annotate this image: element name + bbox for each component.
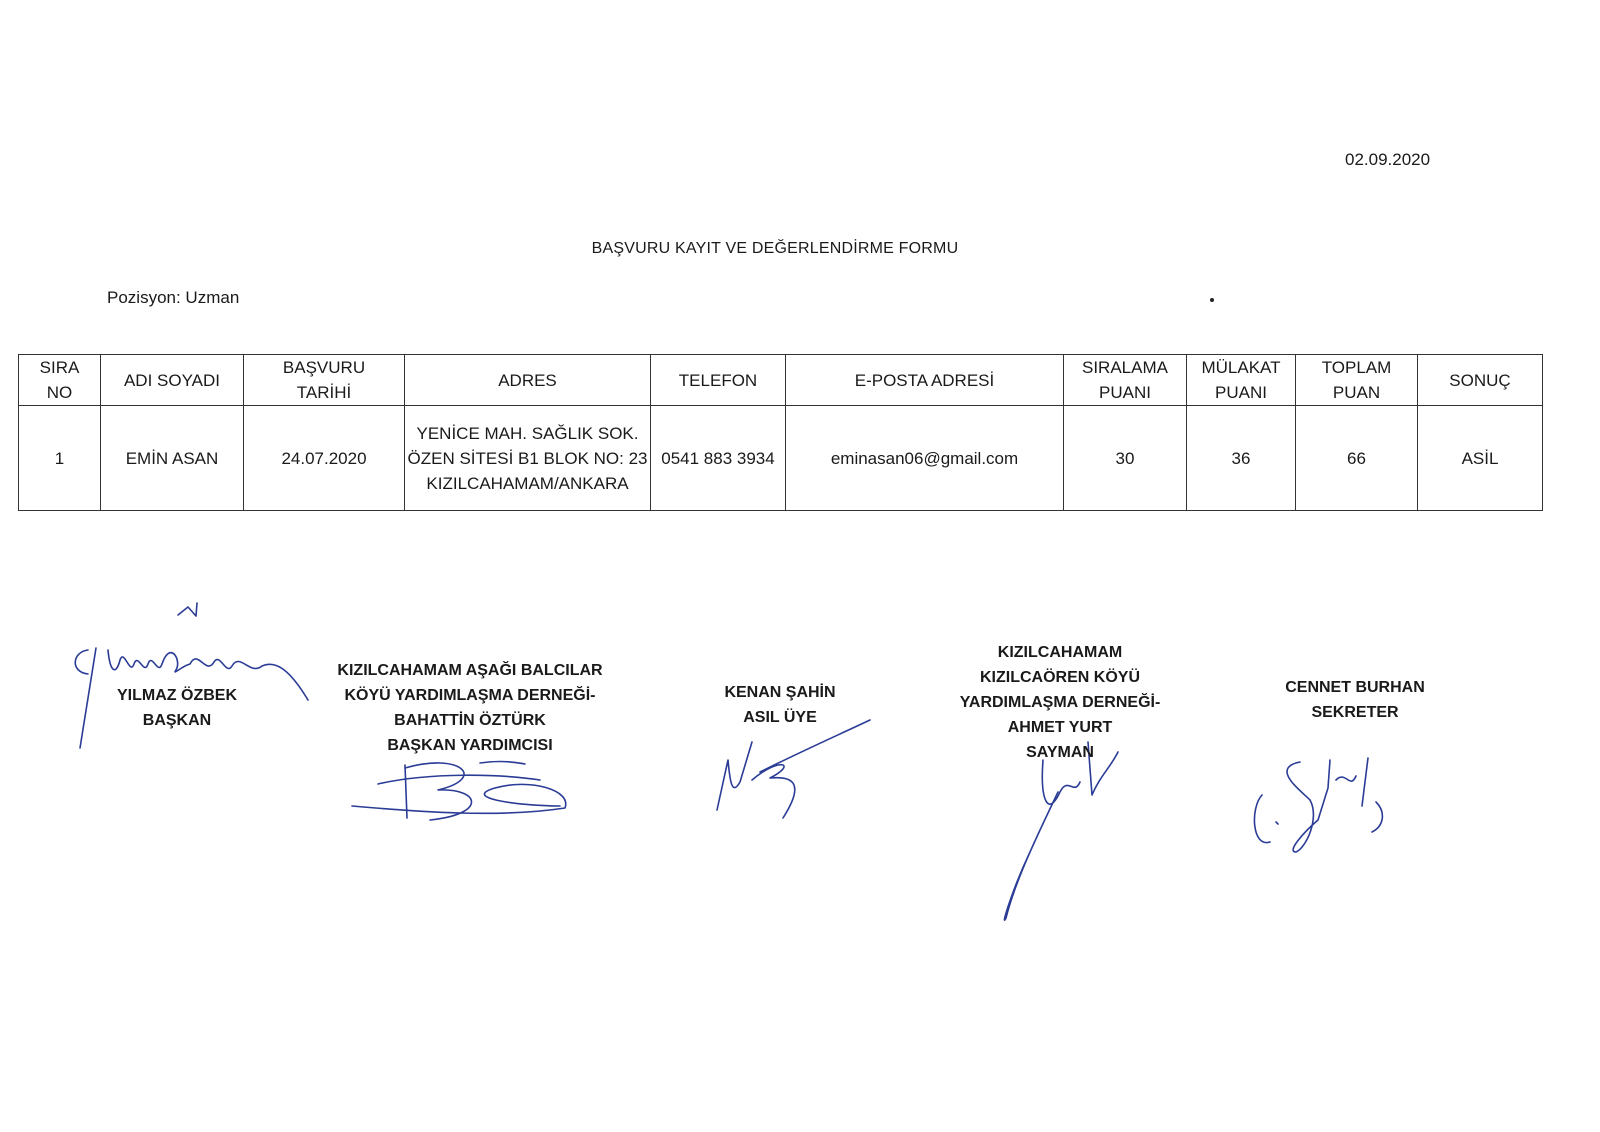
document-date: 02.09.2020 — [1345, 150, 1431, 169]
header-sonuc: SONUÇ — [1418, 355, 1543, 406]
cell-toplam-puan: 66 — [1296, 406, 1418, 511]
cell-sonuc: ASİL — [1418, 406, 1543, 511]
cell-siralama-puani: 30 — [1064, 406, 1187, 511]
cell-e-posta: eminasan06@gmail.com — [786, 406, 1064, 511]
signature-bahattin-ozturk — [352, 761, 566, 820]
signatory-yilmaz-ozbek: YILMAZ ÖZBEK BAŞKAN — [117, 687, 237, 729]
cell-mulakat-puani: 36 — [1187, 406, 1296, 511]
header-toplam-puan: TOPLAM PUAN — [1296, 355, 1418, 406]
signature-kenan-sahin — [717, 720, 870, 818]
header-adres: ADRES — [405, 355, 651, 406]
signatory-kenan-sahin: KENAN ŞAHİN ASIL ÜYE — [724, 684, 836, 726]
table-header-row — [19, 355, 1543, 406]
stray-dot — [1210, 298, 1214, 302]
header-siralama-puani: SIRALAMA PUANI — [1064, 355, 1187, 406]
position-line: Pozisyon: Uzman — [107, 288, 240, 307]
cell-telefon: 0541 883 3934 — [651, 406, 786, 511]
header-basvuru-tarihi: BAŞVURU TARİHİ — [244, 355, 405, 406]
signature-cennet-burhan — [1254, 758, 1382, 852]
header-mulakat-puani: MÜLAKAT PUANI — [1187, 355, 1296, 406]
applicant-table — [18, 354, 1543, 511]
header-sira-no: SIRA NO — [19, 355, 101, 406]
signatory-ahmet-yurt: KIZILCAHAMAM KIZILCAÖREN KÖYÜ YARDIMLAŞMA DERNEĞİ- AHMET YURT SAYMAN — [959, 644, 1161, 761]
cell-sira-no: 1 — [19, 406, 101, 511]
header-e-posta: E-POSTA ADRESİ — [786, 355, 1064, 406]
signatory-cennet-burhan: CENNET BURHAN SEKRETER — [1285, 679, 1425, 721]
cell-basvuru-tarihi: 24.07.2020 — [244, 406, 405, 511]
form-title: BAŞVURU KAYIT VE DEĞERLENDİRME FORMU — [591, 240, 959, 257]
cell-adres: YENİCE MAH. SAĞLIK SOK. ÖZEN SİTESİ B1 BLOK NO: 23 KIZILCAHAMAM/ANKARA — [405, 406, 651, 511]
cell-adi-soyadi: EMİN ASAN — [101, 406, 244, 511]
signatory-bahattin-ozturk: KIZILCAHAMAM AŞAĞI BALCILAR KÖYÜ YARDIMLAŞMA DERNEĞİ- BAHATTİN ÖZTÜRK BAŞKAN YARDIMCISI — [337, 662, 603, 754]
signature-ahmet-yurt — [1004, 742, 1118, 920]
header-adi-soyadi: ADI SOYADI — [101, 355, 244, 406]
header-telefon: TELEFON — [651, 355, 786, 406]
table-row — [19, 406, 1543, 511]
